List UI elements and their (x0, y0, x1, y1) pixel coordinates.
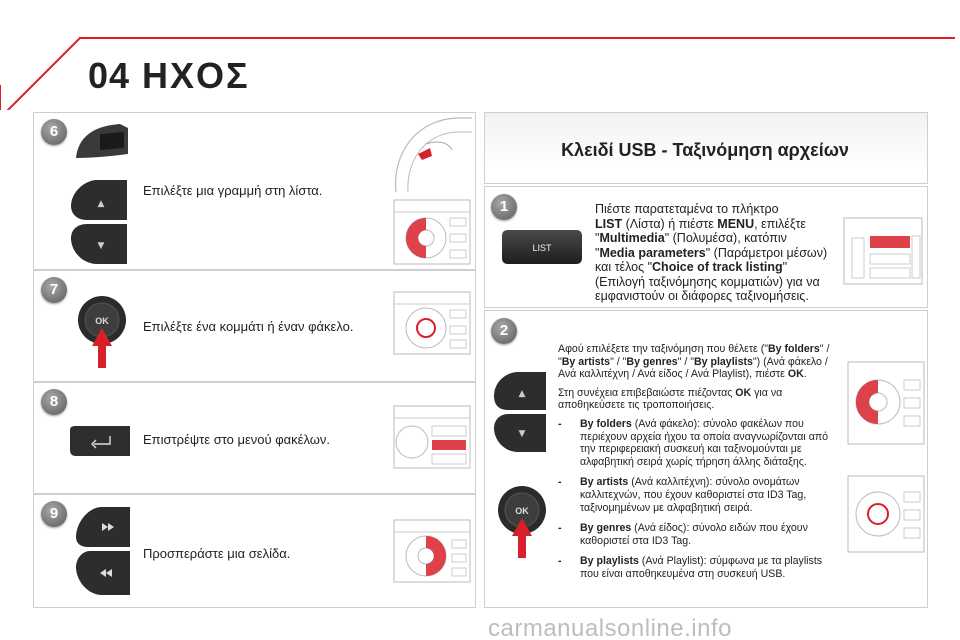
list-item: - By genres (Ανά είδος): σύνολο ειδών που έχουν καθοριστεί στα ID3 Tag. (558, 522, 808, 547)
section-title: Κλειδί USB - Ταξινόμηση αρχείων (561, 140, 849, 160)
chapter-title: ΗΧΟΣ (142, 55, 250, 96)
watermark: carmanualsonline.info (488, 615, 732, 640)
step-1-description: Πιέστε παρατεταμένα το πλήκτρο LIST (Λίστα) ή πιέστε MENU, επιλέξτε "Multimedia" (Πολυμέσα), κατόπιν "Media parameters" (Παράμετροι μέσων) και τέλος "Choice of track listing" (Επιλογή ταξινόμησης κομματιών) για να εμφανιστούν οι διάφορες ταξινομήσεις. (595, 202, 828, 303)
radio-panel-diagram (846, 474, 926, 554)
chapter-number: 04 (88, 55, 131, 96)
page-skip-buttons-image (72, 505, 132, 599)
list-button-image (500, 226, 584, 268)
list-button-label: LIST (532, 243, 552, 253)
step-8-text: Επιστρέψτε στο μενού φακέλων. (143, 432, 331, 447)
back-button-image (68, 424, 132, 458)
ok-knob-image (494, 482, 554, 562)
list-item: - By folders (Ανά φάκελο): σύνολο φακέλων που περιέχουν αρχεία ήχου τα οποία αναγνωρίζονται από την περιφερειακή συσκευή και ταξινομούνται με αλφαβητική σειρά χωρίς τήρηση άλλης διάταξης. (558, 417, 829, 468)
steering-switch-image (72, 118, 132, 162)
list-item: - By artists (Ανά καλλιτέχνη): σύνολο ονομάτων καλλιτεχνών, που έχουν καθοριστεί στα ID3 Tag, ταξινομημένων με αλφαβητική σειρά. (558, 476, 807, 514)
step-badge-2: 2 (491, 318, 517, 344)
ok-knob-image (72, 292, 132, 372)
radio-panel-diagram (392, 518, 472, 584)
scroll-wheel-image (490, 370, 550, 454)
step-9-text: Προσπεράστε μια σελίδα. (143, 546, 291, 561)
step-badge-9: 9 (41, 501, 67, 527)
radio-panel-diagram (392, 404, 472, 470)
radio-panel-diagram (392, 290, 472, 356)
step-badge-6: 6 (41, 119, 67, 145)
svg-text:▲: ▲ (97, 199, 105, 209)
step-2-description: Αφού επιλέξετε την ταξινόμηση που θέλετε ("By folders" / "By artists" / "By genres" / "By playlists") (Ανά φάκελο / Ανά καλλιτέχνη / Ανά είδος / Ανά Playlist), πιέστε OK. Στη συνέχεια επιβεβαιώστε πιέζοντας OK για να αποθηκεύσετε τις τροποποιήσεις. - By folders (Ανά φάκελο): σύνολο φακέλων που περιέχουν αρχεία ήχου τα οποία αναγνωρίζονται από την περιφερειακή συσκευή και ταξινομούνται με αλφαβητική σειρά χωρίς τήρηση άλλης διάταξης. - By artists (Ανά καλλιτέχνη): σύνολο ονομάτων καλλιτεχνών, που έχουν καθοριστεί στα ID3 Tag, ταξινομημένων με αλφαβητική σειρά. - By genres (Ανά είδος): σύνολο ειδών που έχουν καθοριστεί στα ID3 Tag. - By playlists (Ανά Playlist): σύμφωνα με τα playlists που είναι αποθηκευμένα στη συσκευή USB. (558, 343, 836, 589)
list-item: - By playlists (Ανά Playlist): σύμφωνα με τα playlists που είναι αποθηκευμένα στη συσκευή USB. (558, 555, 823, 580)
step-6-text: Επιλέξτε μια γραμμή στη λίστα. (143, 183, 323, 198)
svg-text:▼: ▼ (97, 241, 105, 251)
ok-knob-label: OK (515, 506, 529, 516)
step-badge-8: 8 (41, 389, 67, 415)
svg-text:▲: ▲ (518, 389, 526, 399)
radio-panel-diagram (392, 198, 472, 266)
svg-text:▼: ▼ (518, 429, 526, 439)
scroll-wheel-image (67, 178, 131, 268)
step-7-text: Επιλέξτε ένα κομμάτι ή έναν φάκελο. (143, 319, 354, 334)
ok-knob-label: OK (95, 316, 109, 326)
radio-panel-diagram (842, 216, 924, 286)
step-badge-1: 1 (491, 194, 517, 220)
radio-panel-diagram (846, 360, 926, 446)
steering-wheel-diagram (386, 114, 474, 194)
step-badge-7: 7 (41, 277, 67, 303)
